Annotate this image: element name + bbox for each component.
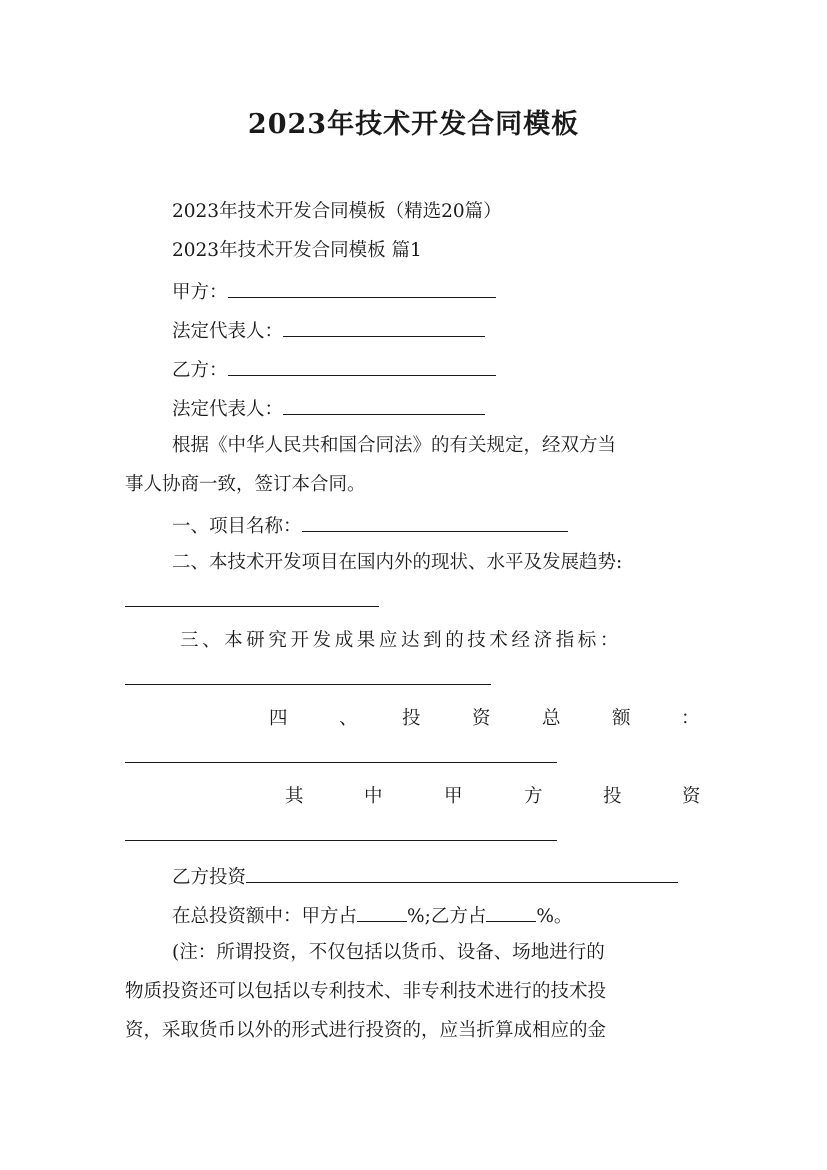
basis-text-1: 根据《中华人民共和国合同法》的有关规定，经双方当 bbox=[172, 435, 617, 456]
document-title: 2023年技术开发合同模板 bbox=[247, 109, 580, 140]
item1-line bbox=[172, 511, 702, 540]
item4-char: 四 bbox=[269, 708, 288, 729]
item1-label: 一、项目名称： bbox=[172, 516, 302, 537]
ratio-mid: %;乙方占 bbox=[407, 906, 487, 927]
party-b-blank[interactable] bbox=[228, 355, 496, 376]
party-b-label: 乙方： bbox=[172, 360, 228, 381]
rep-a-label: 法定代表人： bbox=[172, 321, 284, 342]
item4-char: 投 bbox=[402, 708, 421, 729]
party-b-line bbox=[172, 355, 702, 384]
item2-blank[interactable] bbox=[125, 606, 379, 607]
item4-char: 额 bbox=[612, 708, 631, 729]
item5-char: 投 bbox=[603, 786, 622, 807]
item4-char: ： bbox=[681, 708, 700, 729]
item5-line bbox=[125, 784, 702, 810]
item5-char: 其 bbox=[285, 786, 304, 807]
note-text-1: (注：所谓投资，不仅包括以货币、设备、场地进行的 bbox=[172, 942, 605, 963]
item4-line bbox=[125, 706, 702, 732]
ratio-line bbox=[172, 901, 702, 930]
item4-char: 总 bbox=[542, 708, 561, 729]
ratio-prefix: 在总投资额中：甲方占 bbox=[172, 906, 358, 927]
item4-char: 资 bbox=[472, 708, 491, 729]
note-text-3: 资，采取货币以外的形式进行投资的，应当折算成相应的金 bbox=[125, 1020, 607, 1041]
item5-char: 方 bbox=[524, 786, 543, 807]
party-a-ratio-blank[interactable] bbox=[357, 901, 407, 922]
rep-b-line bbox=[172, 394, 702, 423]
item4-blank[interactable] bbox=[125, 762, 557, 763]
item1-blank[interactable] bbox=[302, 511, 568, 532]
item5-blank[interactable] bbox=[125, 840, 557, 841]
party-b-invest-blank[interactable] bbox=[246, 862, 678, 883]
party-a-blank[interactable] bbox=[228, 277, 496, 298]
item3-line: 三、本研究开发成果应达到的技术经济指标： bbox=[180, 630, 623, 651]
basis-text-2: 事人协商一致，签订本合同。 bbox=[125, 474, 366, 495]
item5-char: 资 bbox=[682, 786, 701, 807]
rep-b-blank[interactable] bbox=[283, 394, 485, 415]
section-heading: 2023年技术开发合同模板 篇1 bbox=[172, 240, 422, 261]
party-b-ratio-blank[interactable] bbox=[486, 901, 536, 922]
item2-line: 二、本技术开发项目在国内外的现状、水平及发展趋势: bbox=[172, 552, 623, 573]
subtitle-line: 2023年技术开发合同模板（精选20篇） bbox=[172, 201, 502, 222]
rep-a-blank[interactable] bbox=[283, 316, 485, 337]
item5-char: 中 bbox=[364, 786, 383, 807]
party-a-line bbox=[172, 277, 702, 306]
item5-char: 甲 bbox=[444, 786, 463, 807]
rep-a-line bbox=[172, 316, 702, 345]
note-text-2: 物质投资还可以包括以专利技术、非专利技术进行的技术投 bbox=[125, 981, 607, 1002]
rep-b-label: 法定代表人： bbox=[172, 399, 284, 420]
item4-char: 、 bbox=[339, 708, 358, 729]
party-b-invest-line bbox=[172, 862, 702, 891]
party-b-invest-label: 乙方投资 bbox=[172, 867, 247, 888]
item3-blank[interactable] bbox=[125, 684, 491, 685]
ratio-suffix: %。 bbox=[536, 906, 573, 927]
party-a-label: 甲方： bbox=[172, 282, 228, 303]
